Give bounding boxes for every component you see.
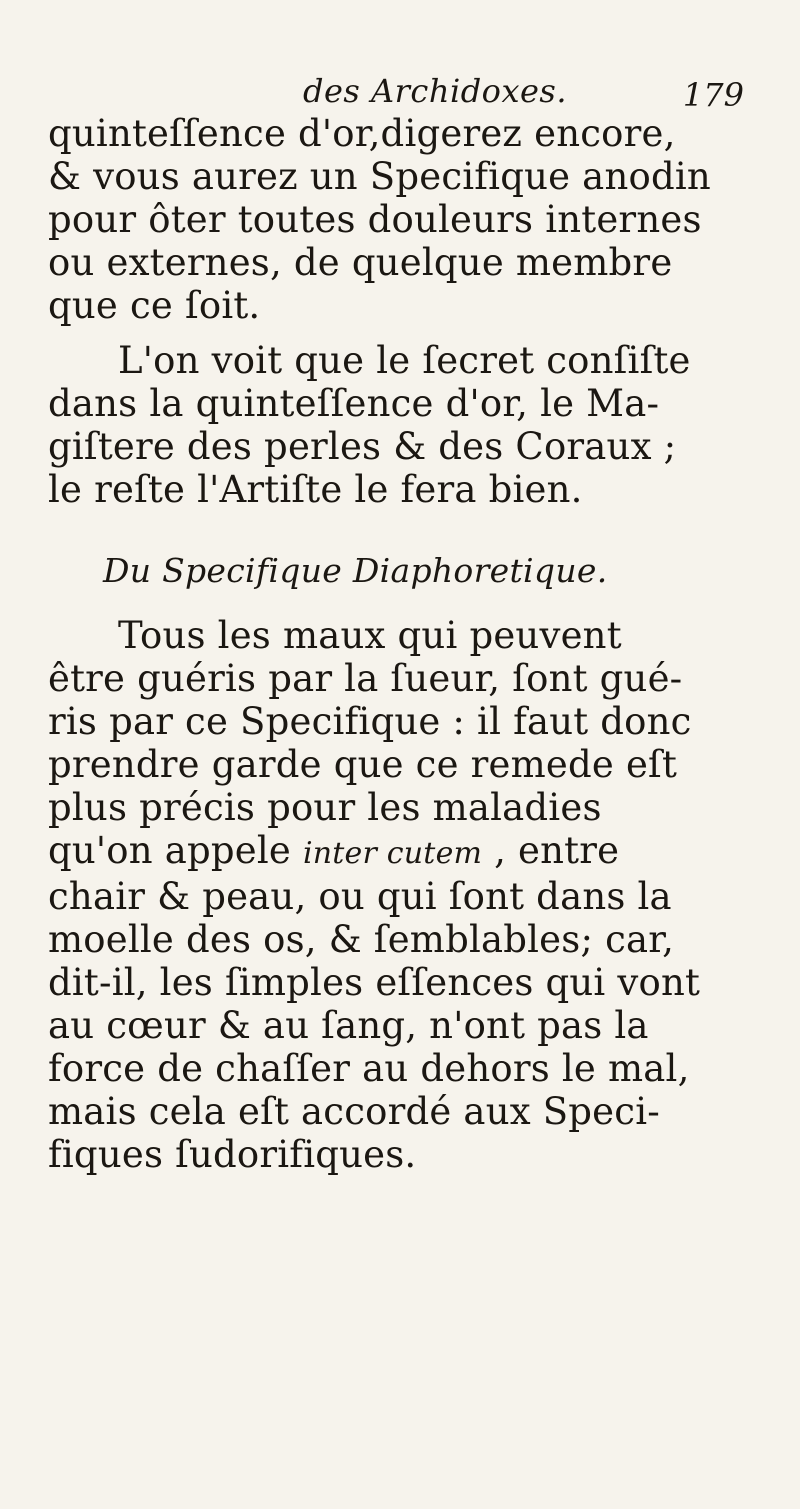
text-line: pour ôter toutes douleurs internes: [48, 198, 702, 241]
text-line: être guéris par la ſueur, ſont gué-: [48, 657, 683, 700]
paragraph-2: [48, 339, 744, 511]
text-line: au cœur & au ſang, n'ont pas la: [48, 1004, 649, 1047]
text-line: dans la quinteſſence d'or, le Ma-: [48, 382, 660, 425]
text-line: le reſte l'Artiſte le fera bien.: [48, 468, 583, 511]
text-line: ou externes, de quelque membre: [48, 241, 673, 284]
text-segment: qu'on appele: [48, 829, 303, 872]
section-heading: Du Specifique Diaphoretique.: [103, 551, 608, 590]
text-line: moelle des os, & ſemblables; car,: [48, 918, 675, 961]
latin-phrase: inter cutem: [302, 836, 483, 871]
text-line: L'on voit que le ſecret conſiſte: [118, 339, 691, 382]
paragraph-1: [48, 112, 744, 327]
text-line: force de chaſſer au dehors le mal,: [48, 1047, 690, 1090]
page-number: 179: [682, 76, 744, 114]
running-head: [48, 62, 744, 112]
text-line-latin: [48, 829, 744, 875]
text-line: quinteſſence d'or,digerez encore,: [48, 112, 676, 155]
text-line: chair & peau, ou qui ſont dans la: [48, 875, 672, 918]
text-line: que ce ſoit.: [48, 284, 261, 327]
text-line: dit-il, les ſimples eſſences qui vont: [48, 961, 701, 1004]
text-line: plus précis pour les maladies: [48, 786, 602, 829]
text-line: Tous les maux qui peuvent: [118, 614, 622, 657]
text-segment: , entre: [482, 829, 620, 872]
text-line: ris par ce Specifique : il faut donc: [48, 700, 692, 743]
text-line: & vous aurez un Specifique anodin: [48, 155, 711, 198]
text-line: prendre garde que ce remede eſt: [48, 743, 678, 786]
text-line: fiques ſudorifiques.: [48, 1133, 417, 1176]
text-line: giſtere des perles & des Coraux ;: [48, 425, 677, 468]
text-line: mais cela eſt accordé aux Speci-: [48, 1090, 660, 1133]
running-title: des Archidoxes.: [303, 72, 568, 110]
paragraph-3: [48, 614, 744, 1176]
